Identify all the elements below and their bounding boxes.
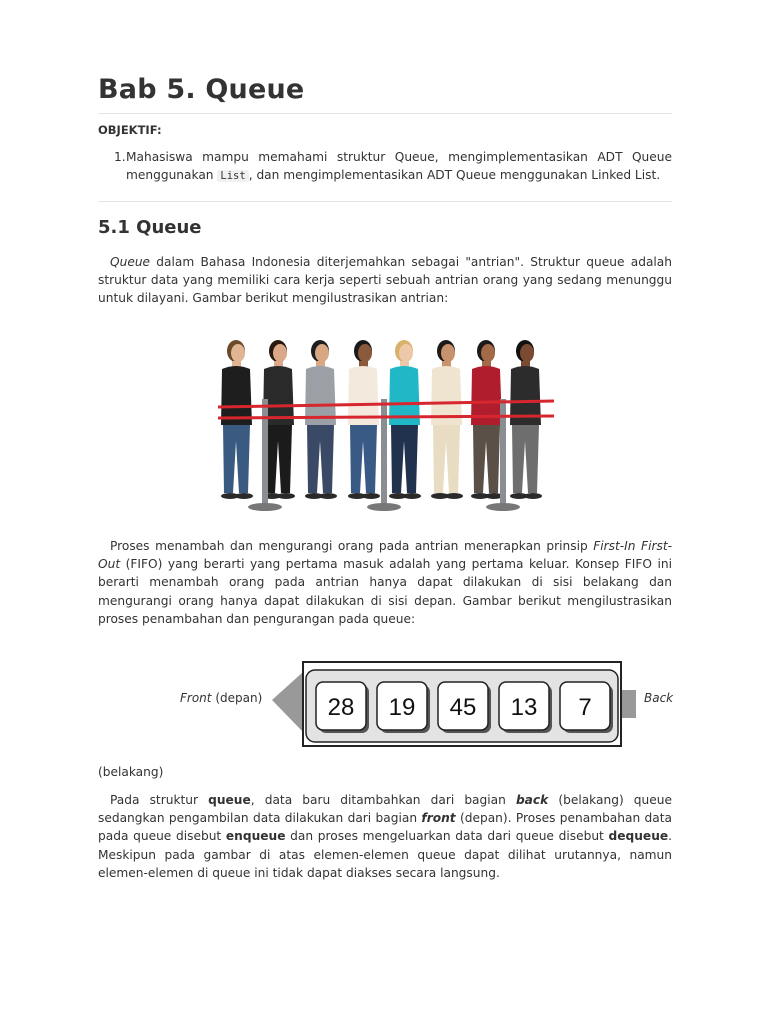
paragraph-enqueue-dequeue: Pada struktur queue, data baru ditambahkan dari bagian back (belakang) queue sedangkan pengambilan data dilakukan dari bagian front (depan). Proses penambahan data pada queue disebut enqueue dan proses mengeluarkan data dari queue disebut dequeue. Meskipun pada gambar di atas elemen-elemen queue dapat dilihat urutannya, namun elemen-elemen di queue ini tidak dapat diakses secara langsung. <box>98 793 673 880</box>
paragraph-fifo: Proses menambah dan mengurangi orang pada antrian menerapkan prinsip First-In First-Out (FIFO) yang berarti yang pertama masuk adalah yang pertama keluar. Konsep FIFO ini berarti menambah orang pada antrian hanya dapat dilakukan di sisi belakang dan mengurangi orang hanya dapat dilakukan di sisi depan. Gambar berikut mengilustrasikan proses penambahan dan pengurangan pada queue: <box>98 539 672 626</box>
code-list: List <box>217 170 248 182</box>
queue-cell-value: 13 <box>510 694 538 721</box>
section-title: 5.1 Queue <box>98 217 202 238</box>
objective-list <box>98 148 672 185</box>
queue-cell-value: 7 <box>578 694 592 721</box>
objektif-label: OBJEKTIF: <box>98 123 162 137</box>
objective-item: Mahasiswa mampu memahami struktur Queue, mengimplementasikan ADT Queue menggunakan List , dan mengimplementasikan ADT Queue menggunakan Linked List. <box>126 150 672 182</box>
belakang-note: (belakang) <box>98 765 164 779</box>
people-queue-illustration <box>218 333 554 515</box>
queue-diagram <box>268 660 688 750</box>
queue-cell-value: 45 <box>449 694 477 721</box>
front-label: Front (depan) <box>180 691 263 705</box>
queue-cell-value: 19 <box>388 694 416 721</box>
queue-cell-value: 28 <box>327 694 355 721</box>
back-arrow-icon <box>620 690 636 718</box>
front-arrow-icon <box>272 672 303 732</box>
objective-number: 1. <box>114 150 126 164</box>
chapter-title: Bab 5. Queue <box>98 74 672 114</box>
paragraph-intro: Queue dalam Bahasa Indonesia diterjemahkan sebagai "antrian". Struktur queue adalah struktur data yang memiliki cara kerja seperti sebuah antrian orang yang sedang menunggu untuk dilayani. Gambar berikut mengilustrasikan antrian: <box>98 255 672 306</box>
back-label: Back <box>644 691 674 705</box>
section-divider <box>98 201 672 202</box>
